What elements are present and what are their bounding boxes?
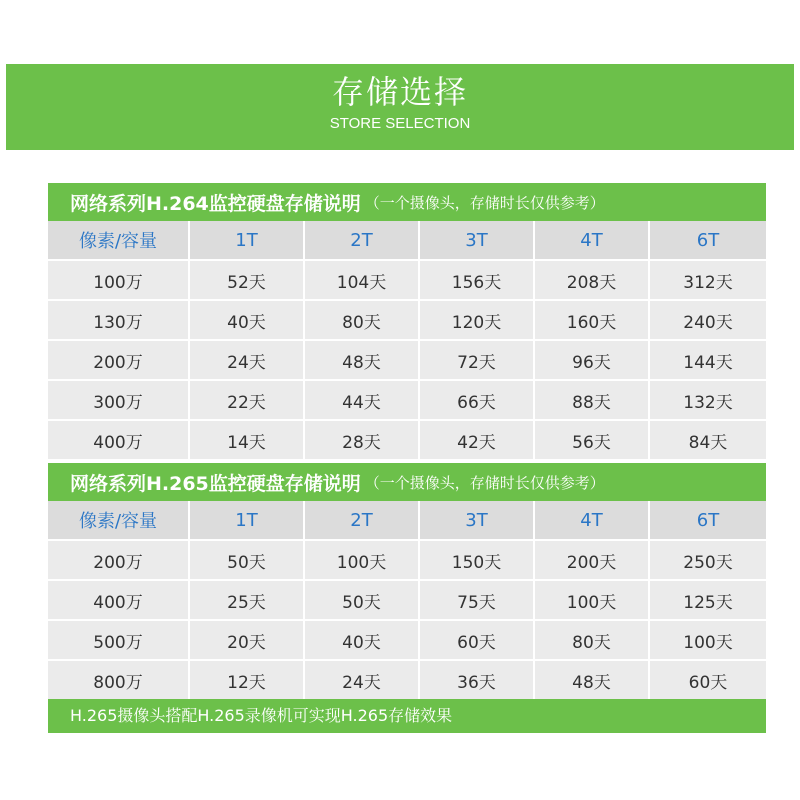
table-row — [48, 261, 766, 301]
h264-col-header-6t: 6T — [650, 221, 766, 261]
h265-header-note: （一个摄像头，存储时长仅供参考） — [364, 473, 605, 492]
table-row — [48, 341, 766, 381]
h264-section — [48, 183, 766, 461]
h265-col-header-4t: 4T — [535, 501, 650, 541]
table-cell: 22天 — [190, 381, 305, 421]
table-cell: 80天 — [305, 301, 420, 341]
h265-col-header-2t: 2T — [305, 501, 420, 541]
h265-col-header-1t: 1T — [190, 501, 305, 541]
table-cell: 84天 — [650, 421, 766, 461]
h265-col-header-6t: 6T — [650, 501, 766, 541]
table-cell: 24天 — [190, 341, 305, 381]
table-cell: 88天 — [535, 381, 650, 421]
h264-storage-table — [48, 221, 766, 461]
table-cell: 96天 — [535, 341, 650, 381]
h264-header-note: （一个摄像头，存储时长仅供参考） — [364, 193, 605, 212]
table-cell: 56天 — [535, 421, 650, 461]
table-cell: 36天 — [420, 661, 535, 701]
title-banner — [6, 64, 794, 150]
table-cell: 132天 — [650, 381, 766, 421]
footer-note: H.265摄像头搭配H.265录像机可实现H.265存储效果 — [48, 699, 766, 733]
table-cell: 48天 — [305, 341, 420, 381]
table-cell: 60天 — [650, 661, 766, 701]
h265-storage-table — [48, 501, 766, 701]
table-cell: 144天 — [650, 341, 766, 381]
table-cell: 156天 — [420, 261, 535, 301]
table-cell: 14天 — [190, 421, 305, 461]
table-cell: 42天 — [420, 421, 535, 461]
h265-section — [48, 463, 766, 701]
table-cell: 48天 — [535, 661, 650, 701]
h264-section-header — [48, 183, 766, 221]
table-cell: 40天 — [305, 621, 420, 661]
table-cell: 240天 — [650, 301, 766, 341]
table-cell: 80天 — [535, 621, 650, 661]
table-cell: 25天 — [190, 581, 305, 621]
h264-col-header-3t: 3T — [420, 221, 535, 261]
table-cell: 12天 — [190, 661, 305, 701]
table-cell: 20天 — [190, 621, 305, 661]
row-resolution: 300万 — [48, 381, 190, 421]
table-cell: 160天 — [535, 301, 650, 341]
table-cell: 40天 — [190, 301, 305, 341]
table-cell: 208天 — [535, 261, 650, 301]
table-cell: 125天 — [650, 581, 766, 621]
table-cell: 28天 — [305, 421, 420, 461]
table-cell: 150天 — [420, 541, 535, 581]
table-cell: 50天 — [190, 541, 305, 581]
page-subtitle: STORE SELECTION — [329, 115, 471, 132]
row-resolution: 200万 — [48, 341, 190, 381]
table-cell: 104天 — [305, 261, 420, 301]
h265-col-header-3t: 3T — [420, 501, 535, 541]
h265-section-header — [48, 463, 766, 501]
table-cell: 120天 — [420, 301, 535, 341]
row-resolution: 400万 — [48, 421, 190, 461]
table-cell: 44天 — [305, 381, 420, 421]
h264-col-header-2t: 2T — [305, 221, 420, 261]
row-resolution: 130万 — [48, 301, 190, 341]
h264-col-header-resolution: 像素/容量 — [48, 221, 190, 261]
h264-table-header-row — [48, 221, 766, 261]
table-row — [48, 301, 766, 341]
page-title: 存储选择 — [331, 73, 468, 111]
table-cell: 72天 — [420, 341, 535, 381]
h264-col-header-4t: 4T — [535, 221, 650, 261]
table-row — [48, 661, 766, 701]
table-cell: 75天 — [420, 581, 535, 621]
table-cell: 312天 — [650, 261, 766, 301]
table-cell: 24天 — [305, 661, 420, 701]
row-resolution: 100万 — [48, 261, 190, 301]
table-cell: 100天 — [650, 621, 766, 661]
row-resolution: 200万 — [48, 541, 190, 581]
table-cell: 66天 — [420, 381, 535, 421]
h265-col-header-resolution: 像素/容量 — [48, 501, 190, 541]
h265-table-header-row — [48, 501, 766, 541]
table-row — [48, 381, 766, 421]
table-cell: 100天 — [305, 541, 420, 581]
row-resolution: 400万 — [48, 581, 190, 621]
row-resolution: 500万 — [48, 621, 190, 661]
row-resolution: 800万 — [48, 661, 190, 701]
table-cell: 60天 — [420, 621, 535, 661]
table-cell: 250天 — [650, 541, 766, 581]
h264-header-title: 网络系列H.264监控硬盘存储说明 — [70, 192, 361, 215]
table-cell: 52天 — [190, 261, 305, 301]
table-row — [48, 421, 766, 461]
table-cell: 200天 — [535, 541, 650, 581]
table-cell: 100天 — [535, 581, 650, 621]
table-cell: 50天 — [305, 581, 420, 621]
table-row — [48, 581, 766, 621]
table-row — [48, 621, 766, 661]
h265-header-title: 网络系列H.265监控硬盘存储说明 — [70, 472, 361, 495]
h264-col-header-1t: 1T — [190, 221, 305, 261]
table-row — [48, 541, 766, 581]
